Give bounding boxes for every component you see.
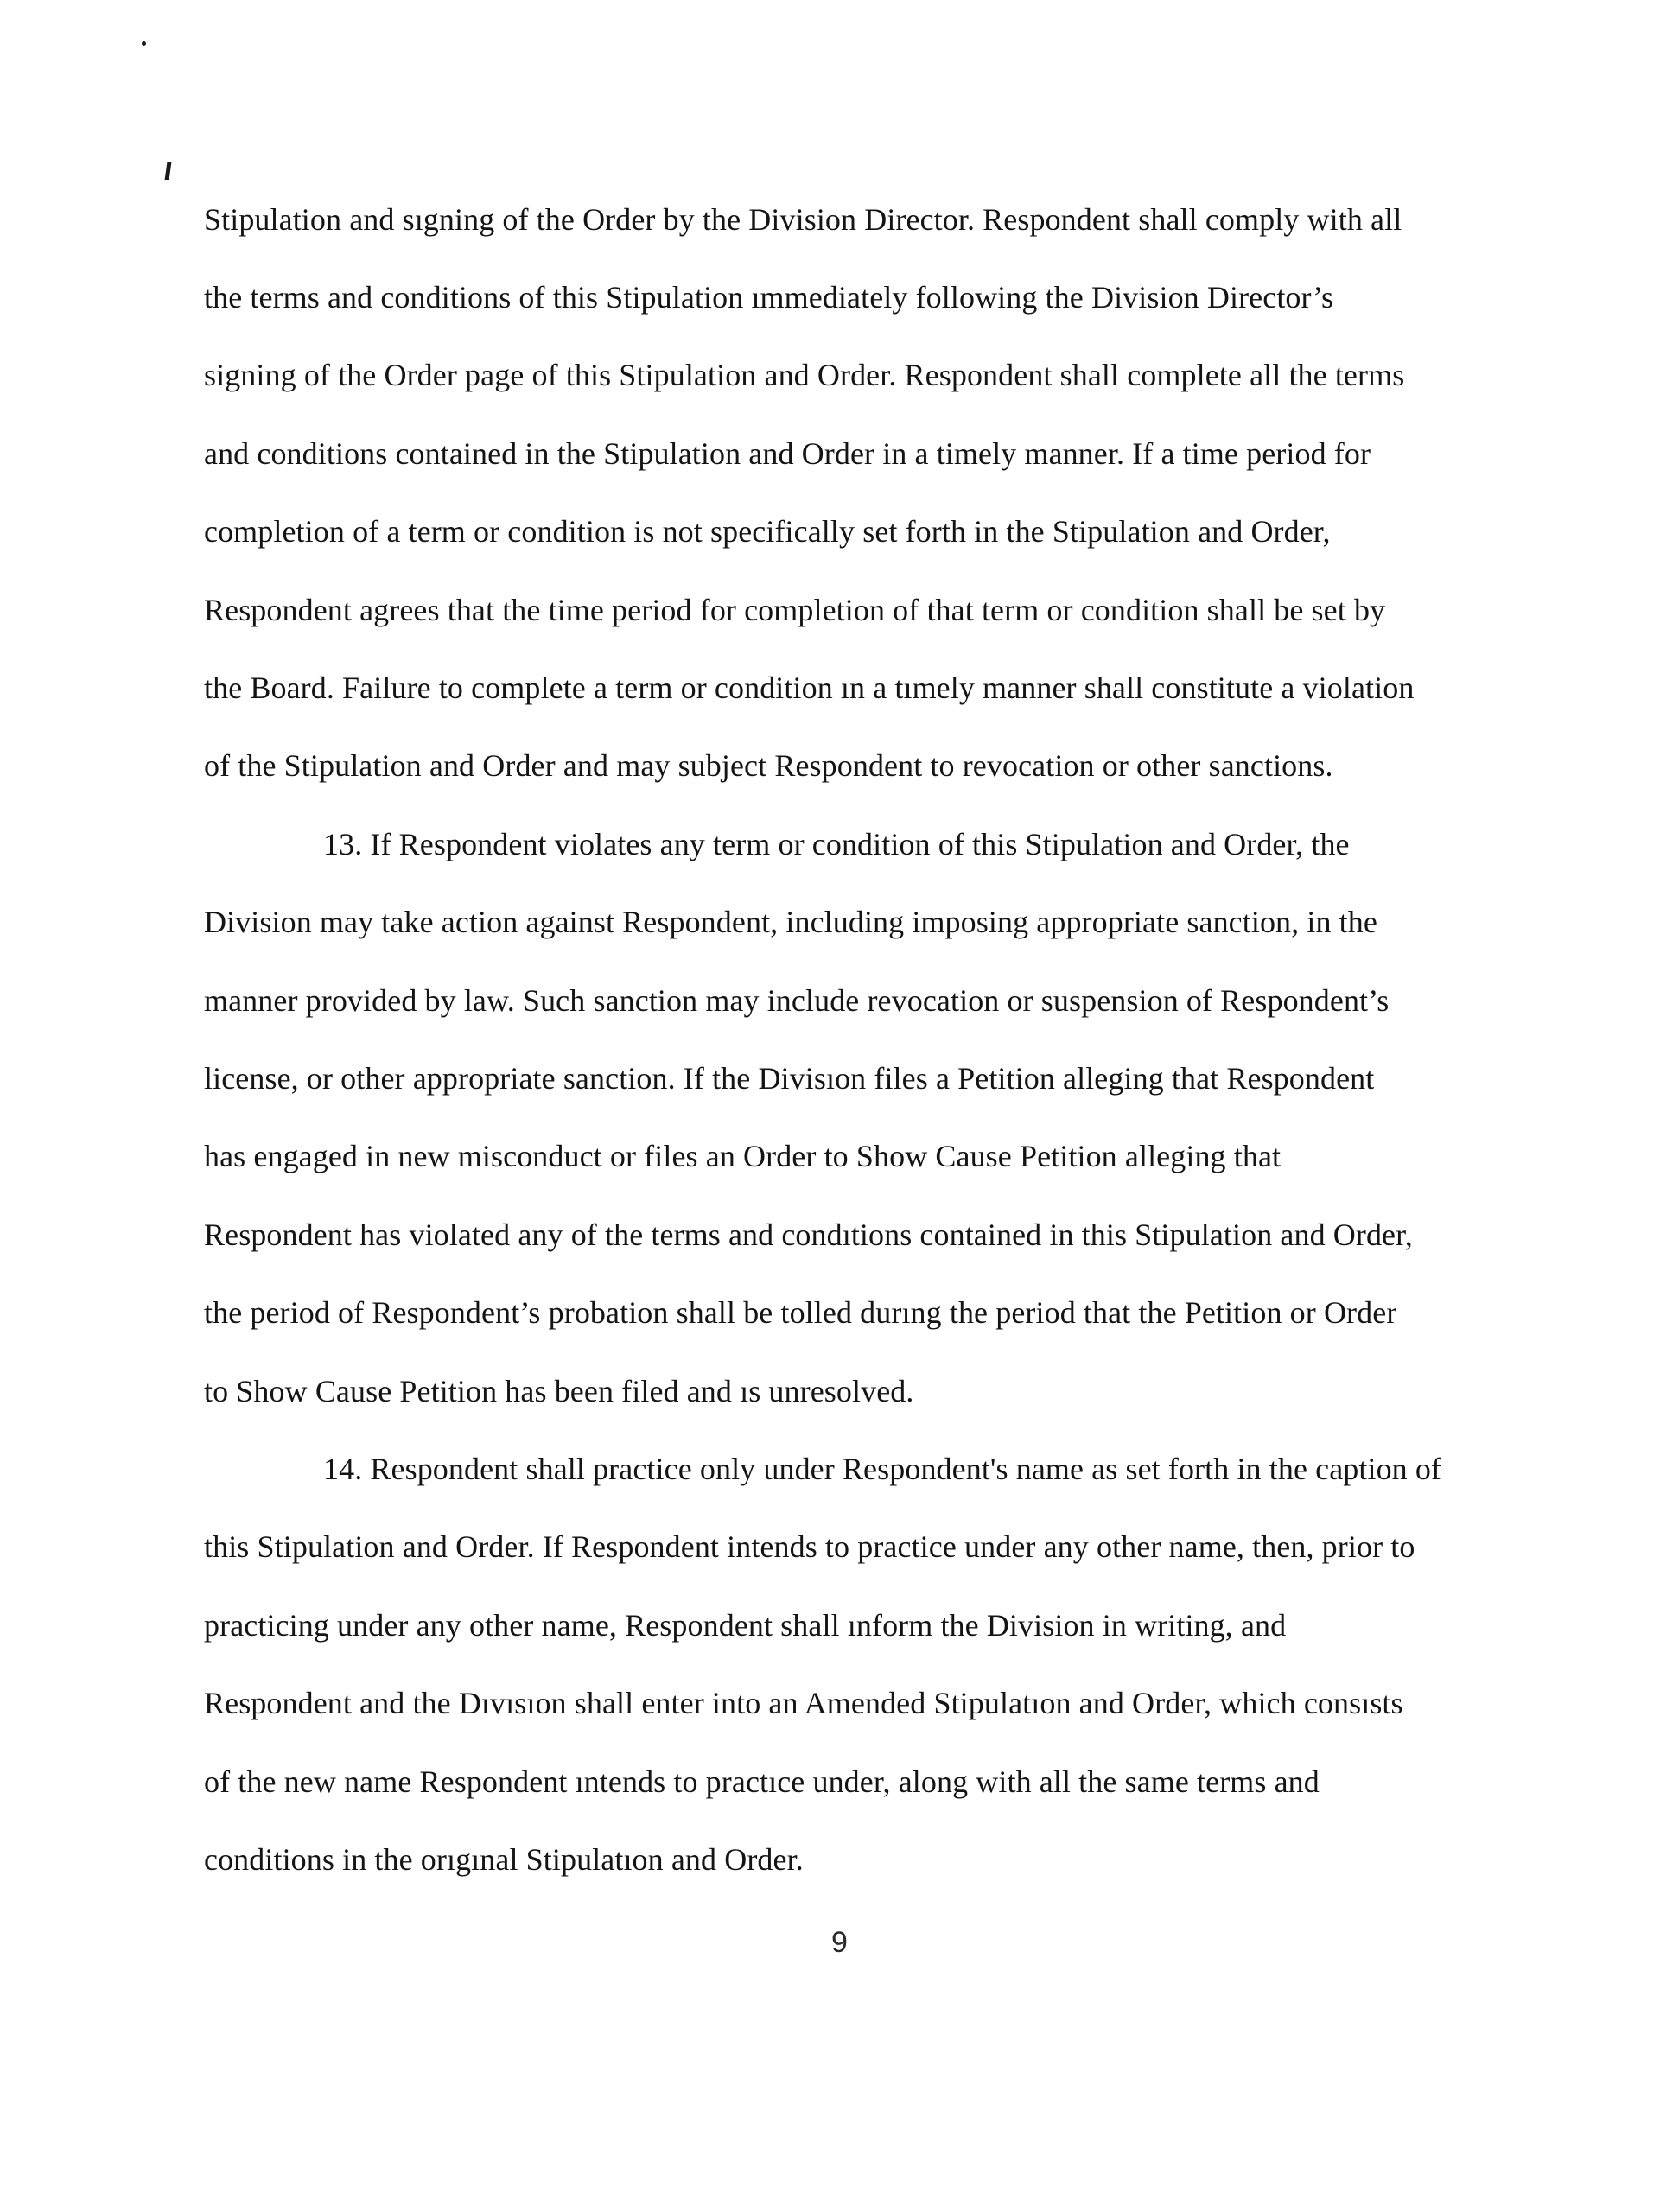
text-line: the Board. Failure to complete a term or condition ın a tımely manner shall constitute a violation bbox=[204, 671, 1415, 705]
text-line: practicing under any other name, Respondent shall ınform the Division in writing, and bbox=[204, 1608, 1287, 1643]
text-line: and conditions contained in the Stipulation and Order in a timely manner. If a time period for bbox=[204, 436, 1371, 471]
text-line: to Show Cause Petition has been filed and ıs unresolved. bbox=[204, 1374, 914, 1408]
text-line: the terms and conditions of this Stipulation ımmediately following the Division Director’s bbox=[204, 280, 1334, 315]
text-line: completion of a term or condition is not specifically set forth in the Stipulation and Order, bbox=[204, 514, 1331, 549]
text-line: this Stipulation and Order. If Respondent intends to practice under any other name, then, prior to bbox=[204, 1529, 1415, 1564]
text-line: the period of Respondent’s probation shall be tolled durıng the period that the Petition or Order bbox=[204, 1295, 1397, 1330]
text-line: Stipulation and sıgning of the Order by the Division Director. Respondent shall comply with all bbox=[204, 202, 1402, 237]
text-line: of the Stipulation and Order and may subject Respondent to revocation or other sanctions. bbox=[204, 748, 1333, 783]
paragraph-13-first-line: 13. If Respondent violates any term or condition of this Stipulation and Order, the bbox=[323, 827, 1350, 861]
text-line: license, or other appropriate sanction. If the Divisıon files a Petition alleging that Respondent bbox=[204, 1061, 1375, 1096]
page-number: 9 bbox=[831, 1926, 848, 1959]
scan-artifact-mark bbox=[165, 162, 172, 180]
text-line: of the new name Respondent ıntends to practıce under, along with all the same terms and bbox=[204, 1764, 1320, 1799]
text-line: Respondent has violated any of the terms and condıtions contained in this Stipulation and Order, bbox=[204, 1217, 1413, 1252]
text-line: Division may take action against Respondent, including imposing appropriate sanction, in the bbox=[204, 905, 1377, 939]
text-line: conditions in the orıgınal Stipulatıon and Order. bbox=[204, 1842, 804, 1877]
text-line: manner provided by law. Such sanction may include revocation or suspension of Respondent’s bbox=[204, 983, 1390, 1018]
text-line: has engaged in new misconduct or files an Order to Show Cause Petition alleging that bbox=[204, 1139, 1282, 1173]
text-line: Respondent agrees that the time period for completion of that term or condition shall be set by bbox=[204, 593, 1386, 627]
text-line: signing of the Order page of this Stipulation and Order. Respondent shall complete all the terms bbox=[204, 358, 1405, 392]
paragraph-14-first-line: 14. Respondent shall practice only under Respondent's name as set forth in the caption of bbox=[323, 1452, 1442, 1486]
text-line: Respondent and the Dıvısıon shall enter into an Amended Stipulatıon and Order, which consısts bbox=[204, 1686, 1403, 1720]
scan-artifact-dot bbox=[142, 41, 146, 46]
